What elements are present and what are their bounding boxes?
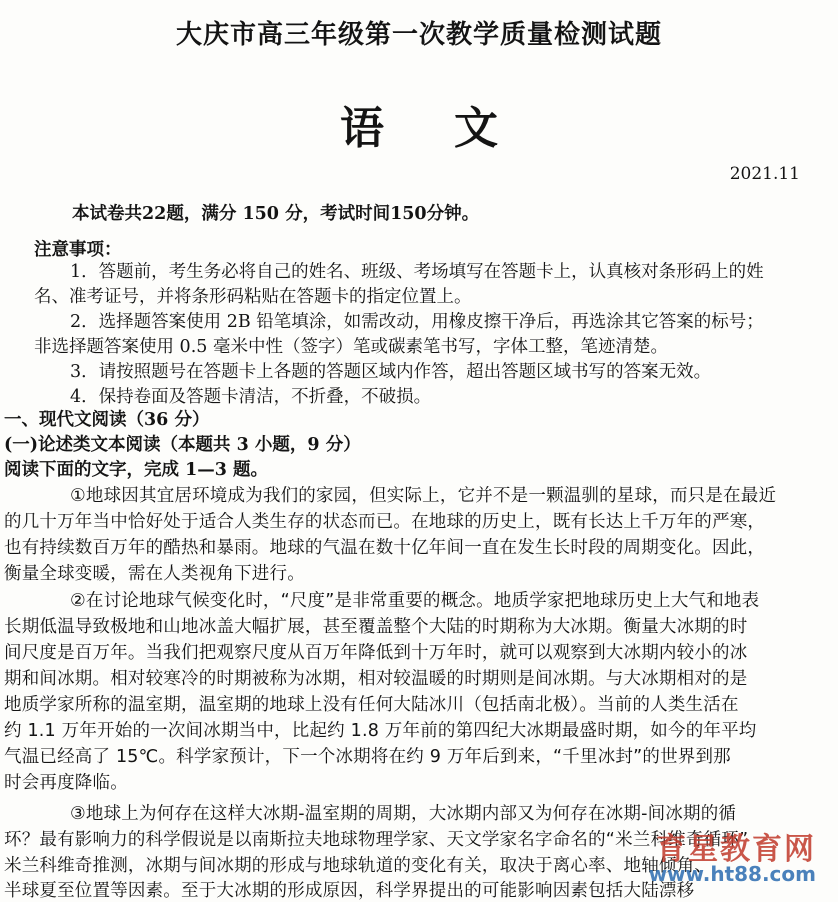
passage-line: ③地球上为何存在这样大冰期-温室期的周期，大冰期内部又为何存在冰期-间冰期的循 <box>70 804 737 824</box>
passage-line: 气温已经高了 15℃。科学家预计，下一个冰期将在约 9 万年后到来，“千里冰封”的世界到那 <box>4 747 731 767</box>
section-heading: 一、现代文阅读（36 分） <box>4 410 210 430</box>
notice-heading: 注意事项： <box>34 240 122 260</box>
reading-instruction: 阅读下面的文字，完成 1—3 题。 <box>4 460 269 480</box>
notice-line: 名、准考证号，并将条形码粘贴在答题卡的指定位置上。 <box>34 287 472 307</box>
watermark-name: 育星教育网 <box>656 832 816 867</box>
passage-line: 间尺度是百万年。当我们把观察尺度从百万年降低到十万年时，就可以观察到大冰期内较小的冰 <box>4 643 748 663</box>
passage-line: 衡量全球变暖，需在人类视角下进行。 <box>4 564 305 584</box>
exam-title: 大庆市高三年级第一次教学质量检测试题 <box>175 20 662 50</box>
notice-line: 非选择题答案使用 0.5 毫米中性（签字）笔或碳素笔书写，字体工整，笔迹清楚。 <box>34 337 668 357</box>
notice-line: 3．请按照题号在答题卡上各题的答题区域内作答，超出答题区域书写的答案无效。 <box>70 362 712 382</box>
passage-line: 时会再度降临。 <box>4 773 128 793</box>
sub-section-heading: (一)论述类文本阅读（本题共 3 小题，9 分） <box>4 435 361 455</box>
notice-line: 4．保持卷面及答题卡清洁，不折叠，不破损。 <box>70 387 432 407</box>
passage-line: ①地球因其宜居环境成为我们的家园，但实际上，它并不是一颗温驯的星球，而只是在最近 <box>70 486 777 506</box>
subject-title: 语文 <box>340 103 568 154</box>
notice-line: 1．答题前，考生务必将自己的姓名、班级、考场填写在答题卡上，认真核对条形码上的姓 <box>70 262 764 282</box>
passage-line: 约 1.1 万年开始的一次间冰期当中，比起约 1.8 万年前的第四纪大冰期最盛时期，如今的年平均 <box>4 721 757 741</box>
site-watermark <box>634 820 824 890</box>
exam-date: 2021.11 <box>729 164 800 184</box>
notice-line: 2．选择题答案使用 2B 铅笔填涂，如需改动，用橡皮擦干净后，再选涂其它答案的标号； <box>70 312 764 332</box>
passage-line: 米兰科维奇推测，冰期与间冰期的形成与地球轨道的变化有关，取决于离心率、地轴倾角、 <box>4 856 712 876</box>
watermark-url: www.ht88.com <box>648 862 816 886</box>
passage-line: 半球夏至位置等因素。至于大冰期的形成原因，科学界提出的可能影响因素包括大陆漂移 <box>4 881 695 901</box>
passage-line: 地质学家所称的温室期，温室期的地球上没有任何大陆冰川（包括南北极）。当前的人类生活在 <box>4 695 739 715</box>
passage-line: 也有持续数百万年的酷热和暴雨。地球的气温在数十亿年间一直在发生长时段的周期变化。因此， <box>4 538 766 558</box>
passage-line: 期和间冰期。相对较寒冷的时期被称为冰期，相对较温暖的时期则是间冰期。与大冰期相对的是 <box>4 669 748 689</box>
exam-info: 本试卷共22题，满分 150 分，考试时间150分钟。 <box>72 204 480 224</box>
passage-line: 长期低温导致极地和山地冰盖大幅扩展，甚至覆盖整个大陆的时期称为大冰期。衡量大冰期的时 <box>4 617 748 637</box>
passage-line: 环？最有影响力的科学假说是以南斯拉夫地球物理学家、天文学家名字命名的“米兰科维奇循环” <box>4 830 749 850</box>
passage-line: ②在讨论地球气候变化时，“尺度”是非常重要的概念。地质学家把地球历史上大气和地表 <box>70 591 760 611</box>
passage-line: 的几十万年当中恰好处于适合人类生存的状态而已。在地球的历史上，既有长达上千万年的严寒， <box>4 512 766 532</box>
